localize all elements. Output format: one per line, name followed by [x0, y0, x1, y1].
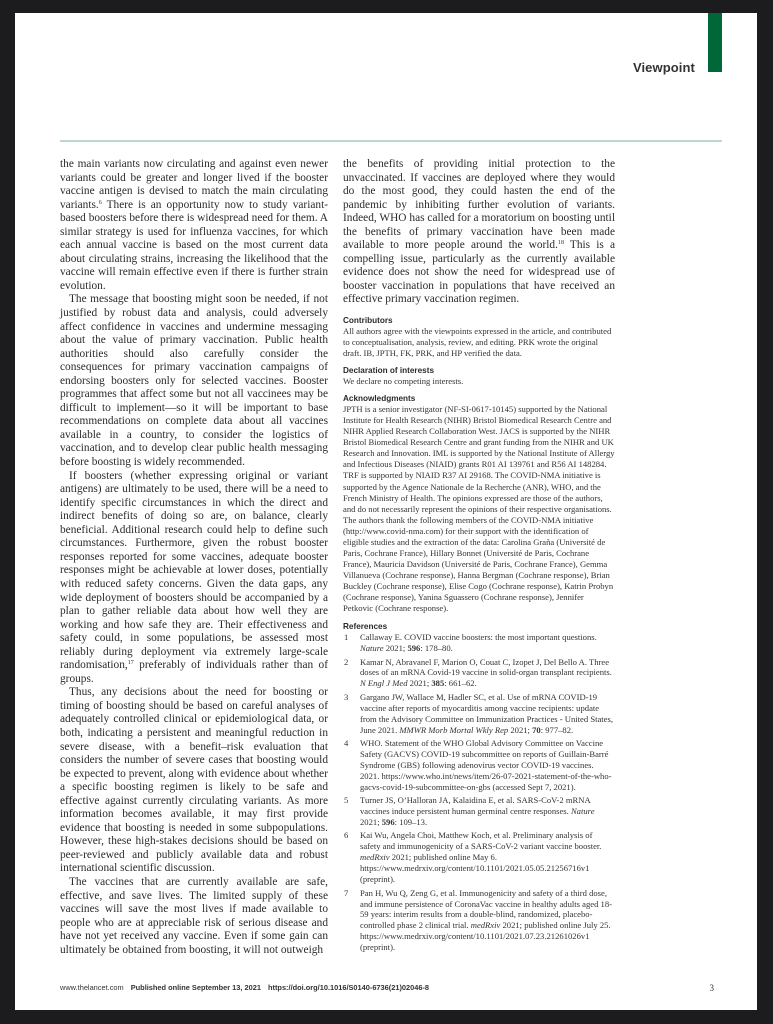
reference-item: 3 Gargano JW, Wallace M, Hadler SC, et al. Use of mRNA COVID-19 vaccine after reports of myocarditis among vaccine recipients: update from the Advisory Committee on Immunization Practices - United States, June 2021. MMWR Morb Mortal Wkly Rep 2021; 70: 977–82.	[344, 691, 613, 735]
acknowledgments-text: JPTH is a senior investigator (NF-SI-0617-10145) supported by the National Institute for Health Research (NIHR) Bristol Biomedical Research Centre and NIHR Applied Research Collaboration West. JACS is supported by the NIHR Bristol Biomedical Research Centre and grant funding from the NIHR and UK Research and Innovation. IML is supported by the National Institute of Allergy and Infectious Diseases (NIAID) grants R01 AI 139761 and R56 AI 148284. TRF is supported by NIAID R37 AI 29168. The COVID-NMA initiative is supported by the Agence Nationale de la Recherche (ANR), WHO, and the French Ministry of Health. The opinions expressed are those of the authors, and do not necessarily represent the opinions of their respective organisations.	[343, 404, 615, 514]
reference-item: 7 Pan H, Wu Q, Zeng G, et al. Immunogenicity and safety of a third dose, and immune persistence of CoronaVac vaccine in healthy adults aged 18-59 years: interim results from a double-blind, randomized, placebo-controlled phase 2 clinical trial. medRxiv 2021; published online July 25. https://www.medrxiv.org/content/10.1101/2021.07.23.21261026v1 (preprint).	[344, 887, 612, 953]
right-column	[343, 158, 615, 956]
reference-item: 2 Kamar N, Abravanel F, Marion O, Couat C, Izopet J, Del Bello A. Three doses of an mRNA Covid-19 vaccine in solid-organ transplant recipients. N Engl J Med 2021; 385: 661–62.	[344, 656, 612, 689]
reference-link[interactable]: 2021; published online May 6. https://www.medrxiv.org/content/10.1101/2021.05.05.21256716v1 (preprint).	[360, 852, 590, 885]
reference-item: 6 Kai Wu, Angela Choi, Matthew Koch, et al. Preliminary analysis of safety and immunogenicity of a SARS-CoV-2 variant vaccine booster. medRxiv 2021; published online May 6. https://www.medrxiv.org/content/10.1101/2021.05.05.21256716v1 (preprint).	[344, 830, 602, 885]
references-heading: References	[343, 622, 388, 632]
article-page	[15, 13, 757, 1010]
body-paragraph: The message that boosting might soon be needed, if not justified by robust data and analysis, could adversely affect confidence in vaccines and undermine messaging about the value of primary vaccination. Public health authorities should also carefully consider the consequences for primary vaccination campaigns of endorsing boosters only for selected vaccines. Booster programmes that affect some but not all vaccinees may be difficult to implement—so it will be important to base recommendations on complete data about all vaccines available in a country, to consider the logistics of vaccination, and to develop clear public health messaging before boosting is widely recommended.	[60, 293, 328, 469]
body-paragraph: If boosters (whether expressing original or variant antigens) are ultimately to be used, there will be a need to identify specific circumstances in which the direct and indirect benefits of doing so are, on balance, clearly beneficial. Additional research could help to define such circumstances. Furthermore, given the robust booster responses reported for some vaccines, adequate booster responses might be achievable at lower doses, potentially with reduced safety concerns. Given the data gaps, any wide deployment of boosters should be accompanied by a plan to gather reliable data about how well they are working and how safe they are. Their effectiveness and safety could, in some populations, be assessed most reliably during deployment via extremely large-scale randomisation,$^{17}$ preferably of individuals rather than of groups.	[60, 469, 328, 685]
page-footer	[60, 983, 722, 992]
body-paragraph: The vaccines that are currently available are safe, effective, and save lives. The limited supply of these vaccines will save the most lives if made available to people who are at appreciable risk of serious disease and have not yet received any vaccine. Even if some gain can ultimately be obtained from boosting, it will not outweigh	[60, 875, 328, 956]
reference-item: 1 Callaway E. COVID vaccine boosters: the most important questions. Nature 2021; 596: 178–80.	[344, 632, 597, 653]
reference-item: 5 Turner JS, O’Halloran JA, Kalaidina E, et al. SARS-CoV-2 mRNA vaccines induce persistent human germinal centre responses. Nature 2021; 596: 109–13.	[344, 795, 595, 827]
reference-number: 1	[344, 632, 349, 643]
journal-site-link[interactable]: www.thelancet.com	[60, 983, 124, 992]
citation-marker[interactable]: 6	[98, 199, 102, 206]
citation-marker[interactable]: 17	[127, 660, 134, 667]
left-column	[60, 158, 328, 957]
reference-number: 7	[344, 887, 349, 898]
citation-marker[interactable]: 18	[557, 240, 564, 247]
section-accent-bar	[708, 13, 722, 72]
reference-item	[343, 738, 615, 793]
references-list	[343, 632, 615, 953]
acknowledgments-thanks: The authors thank the following members of the COVID-NMA initiative (http://www.covid-nma.com) for their support with the identification of eligible studies and the extraction of the data: Carolina Graña (Université de Paris, Cochrane France), Hillary Bonnet (Université de Paris, Cochrane France), Mauricia Davidson (Université de Paris, Cochrane France), Gemma Villanueva (Cochrane response), Hanna Bergman (Cochrane response), Brian Buckley (Cochrane response), Elise Cogo (Cochrane response), Katrin Probyn (Cochrane response), Yanina Sguassero (Cochrane response), Jennifer Petkovic (Cochrane response).	[343, 514, 614, 614]
contributors-text: All authors agree with the viewpoints expressed in the article, and contributed to conceptualisation, analysis, review, and editing. PRK wrote the original draft. IB, JPTH, FK, PRK, and HP verified the data.	[343, 326, 612, 359]
page-number: 3	[709, 983, 714, 993]
reference-number: 6	[344, 830, 349, 841]
reference-number: 4	[344, 738, 349, 749]
acknowledgments-heading: Acknowledgments	[343, 394, 416, 404]
publication-date: Published online September 13, 2021	[130, 983, 261, 992]
reference-number: 2	[344, 656, 349, 667]
body-paragraph: the main variants now circulating and against even newer variants could be greater and longer lived if the booster vaccine antigen is devised to match the main circulating variants.$^6$ There is an opportunity now to study variant-based boosters before there is widespread need for them. A similar strategy is used for influenza vaccines, for which each annual vaccine is based on the most current data about circulating strains, increasing the likelihood that the vaccine will remain effective even if there is further strain evolution.	[60, 158, 328, 292]
body-paragraph: the benefits of providing initial protection to the unvaccinated. If vaccines are deployed where they would do the most good, they could hasten the end of the pandemic by inhibiting further evolution of variants. Indeed, WHO has called for a moratorium on boosting until the benefits of primary vaccination have been made available to more people around the world.$^{18}$ This is a compelling issue, particularly as the currently available evidence does not show the need for widespread use of booster vaccination in populations that have received an effective primary vaccination regimen.	[343, 158, 616, 306]
reference-number: 3	[344, 691, 349, 702]
reference-number: 5	[344, 795, 349, 806]
body-paragraph: Thus, any decisions about the need for boosting or timing of boosting should be based on careful analyses of adequately controlled clinical or epidemiological data, or both, indicating a persistent and meaningful reduction in severe disease, with a benefit–risk evaluation that considers the number of severe cases that boosting would be expected to prevent, along with evidence about whether a specific boosting regimen is likely to be safe and effective against currently circulating variants. As more information becomes available, it may first provide evidence that boosting is needed in some subpopulations. However, these high-stakes decisions should be based on peer-reviewed and publicly available data and robust international scientific discussion.	[60, 686, 328, 875]
interests-text: We declare no competing interests.	[343, 376, 464, 387]
interests-heading: Declaration of interests	[343, 366, 434, 376]
contributors-heading: Contributors	[343, 316, 393, 326]
reference-link[interactable]: WHO. Statement of the WHO Global Advisory Committee on Vaccine Safety (GACVS) COVID-19 subcommittee on reports of Guillain-Barré Syndrome (GBS) following adenovirus vector COVID-19 vaccines. 2021. https://www.who.int/news/item/26-07-2021-statement-of-the-who-gacvs-covid-19-subcommittee-on-gbs (accessed Sept 7, 2021).	[360, 738, 612, 792]
reference-link[interactable]: 2021; published online July 25. https://www.medrxiv.org/content/10.1101/2021.07.23.21261026v1 (preprint).	[360, 920, 611, 953]
doi-link[interactable]: https://doi.org/10.1016/S0140-6736(21)02046-8	[268, 983, 430, 992]
header-rule	[60, 140, 722, 142]
section-label: Viewpoint	[632, 60, 695, 75]
